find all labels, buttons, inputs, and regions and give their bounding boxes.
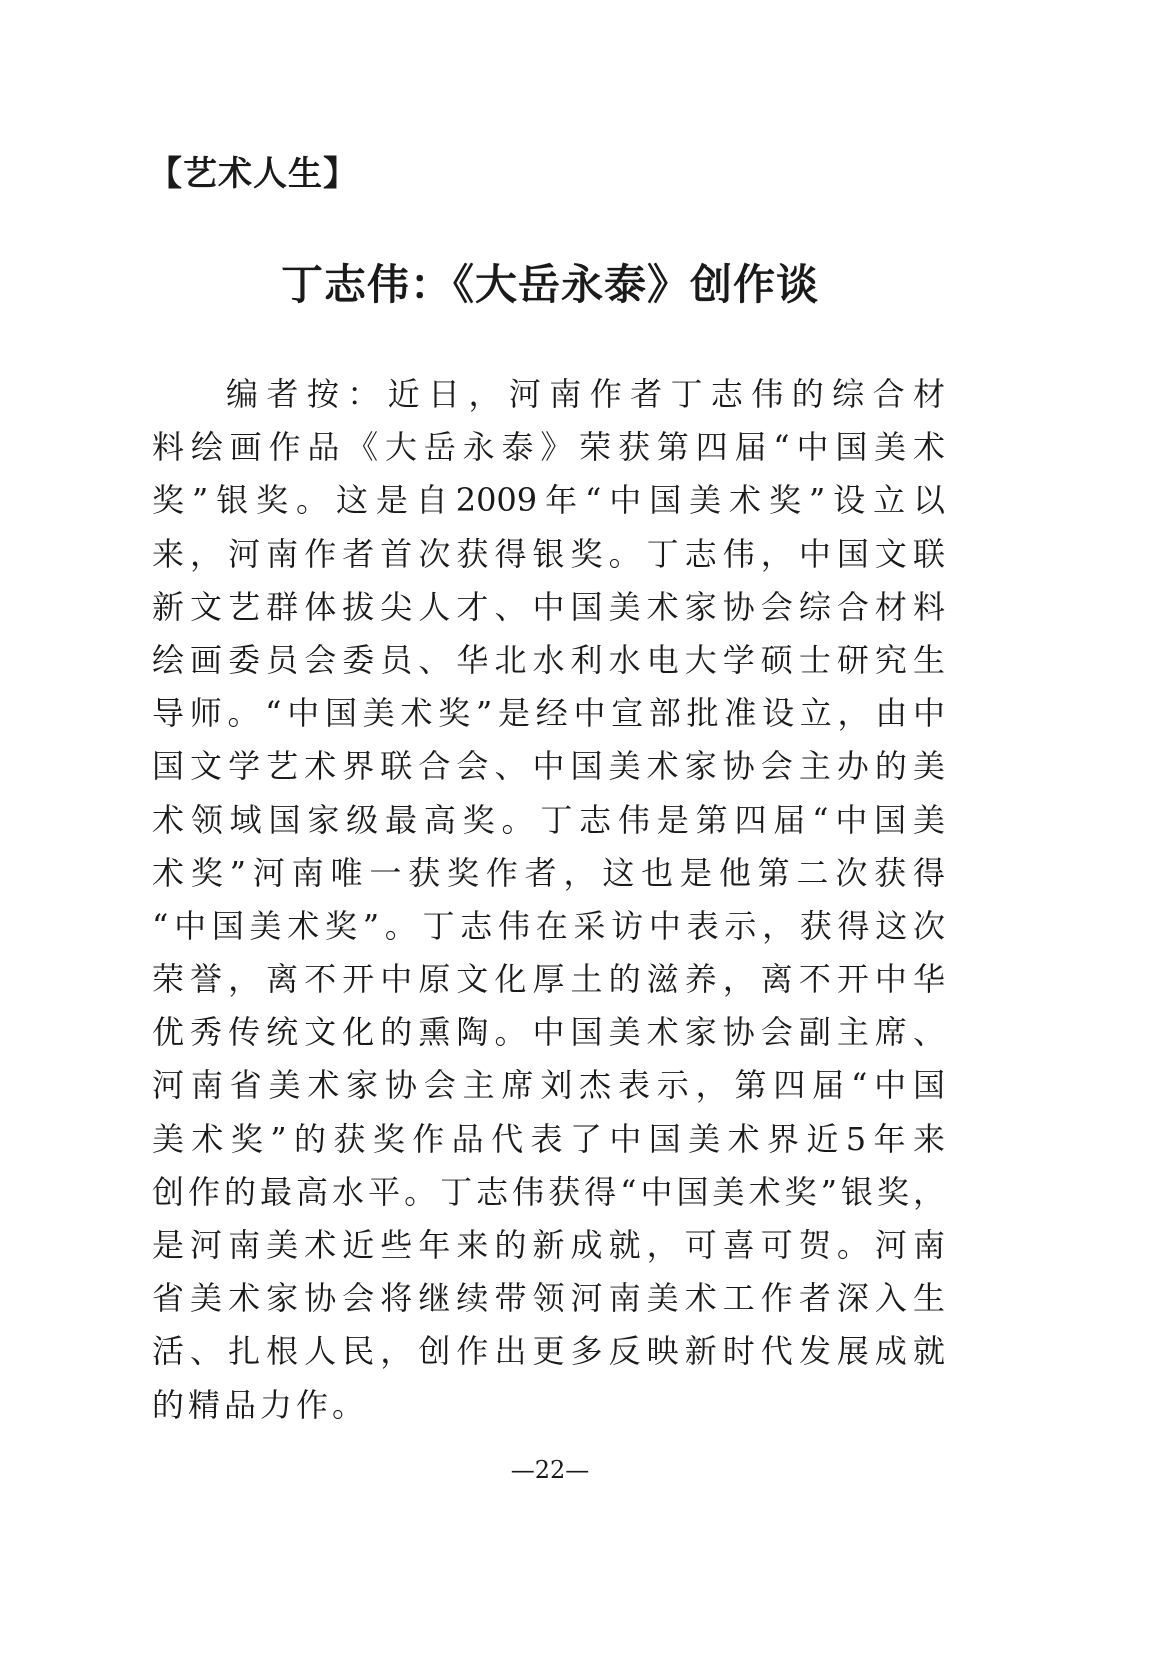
editor-note-body [152, 368, 945, 1432]
body-line: 术奖”河南唯一获奖作者，这也是他第二次获得 [152, 853, 945, 892]
body-line: 美术奖”的获奖作品代表了中国美术界近5年来 [152, 1119, 945, 1158]
body-line: 荣誉，离不开中原文化厚土的滋养，离不开中华 [152, 960, 945, 999]
body-line: 导师。“中国美术奖”是经中宣部批准设立，由中 [152, 694, 945, 733]
body-line: 奖”银奖。这是自2009年“中国美术奖”设立以 [152, 481, 945, 520]
body-line: 料绘画作品《大岳永泰》荣获第四届“中国美术 [152, 428, 945, 467]
body-line: “中国美术奖”。丁志伟在采访中表示，获得这次 [152, 906, 945, 945]
page-number: —22— [510, 1456, 590, 1484]
body-line: 河南省美术家协会主席刘杰表示，第四届“中国 [152, 1066, 945, 1105]
body-line: 的精品力作。 [152, 1385, 369, 1424]
body-line: 创作的最高水平。丁志伟获得“中国美术奖”银奖， [152, 1172, 945, 1211]
section-tag: 【艺术人生】 [148, 154, 358, 194]
body-line: 优秀传统文化的熏陶。中国美术家协会副主席、 [152, 1013, 945, 1052]
body-line: 活、扎根人民，创作出更多反映新时代发展成就 [152, 1332, 945, 1371]
body-line: 编者按：近日，河南作者丁志伟的综合材 [226, 375, 945, 413]
body-line: 术领域国家级最高奖。丁志伟是第四届“中国美 [152, 800, 945, 839]
body-line: 省美术家协会将继续带领河南美术工作者深入生 [152, 1279, 945, 1318]
body-line: 来，河南作者首次获得银奖。丁志伟，中国文联 [152, 534, 945, 573]
body-line: 新文艺群体拔尖人才、中国美术家协会综合材料 [152, 587, 945, 626]
body-line: 国文学艺术界联合会、中国美术家协会主办的美 [152, 747, 945, 786]
article-title: 丁志伟：《大岳永泰》创作谈 [280, 260, 819, 309]
body-line: 是河南美术近些年来的新成就，可喜可贺。河南 [152, 1226, 945, 1264]
body-line: 绘画委员会委员、华北水利水电大学硕士研究生 [152, 640, 945, 679]
